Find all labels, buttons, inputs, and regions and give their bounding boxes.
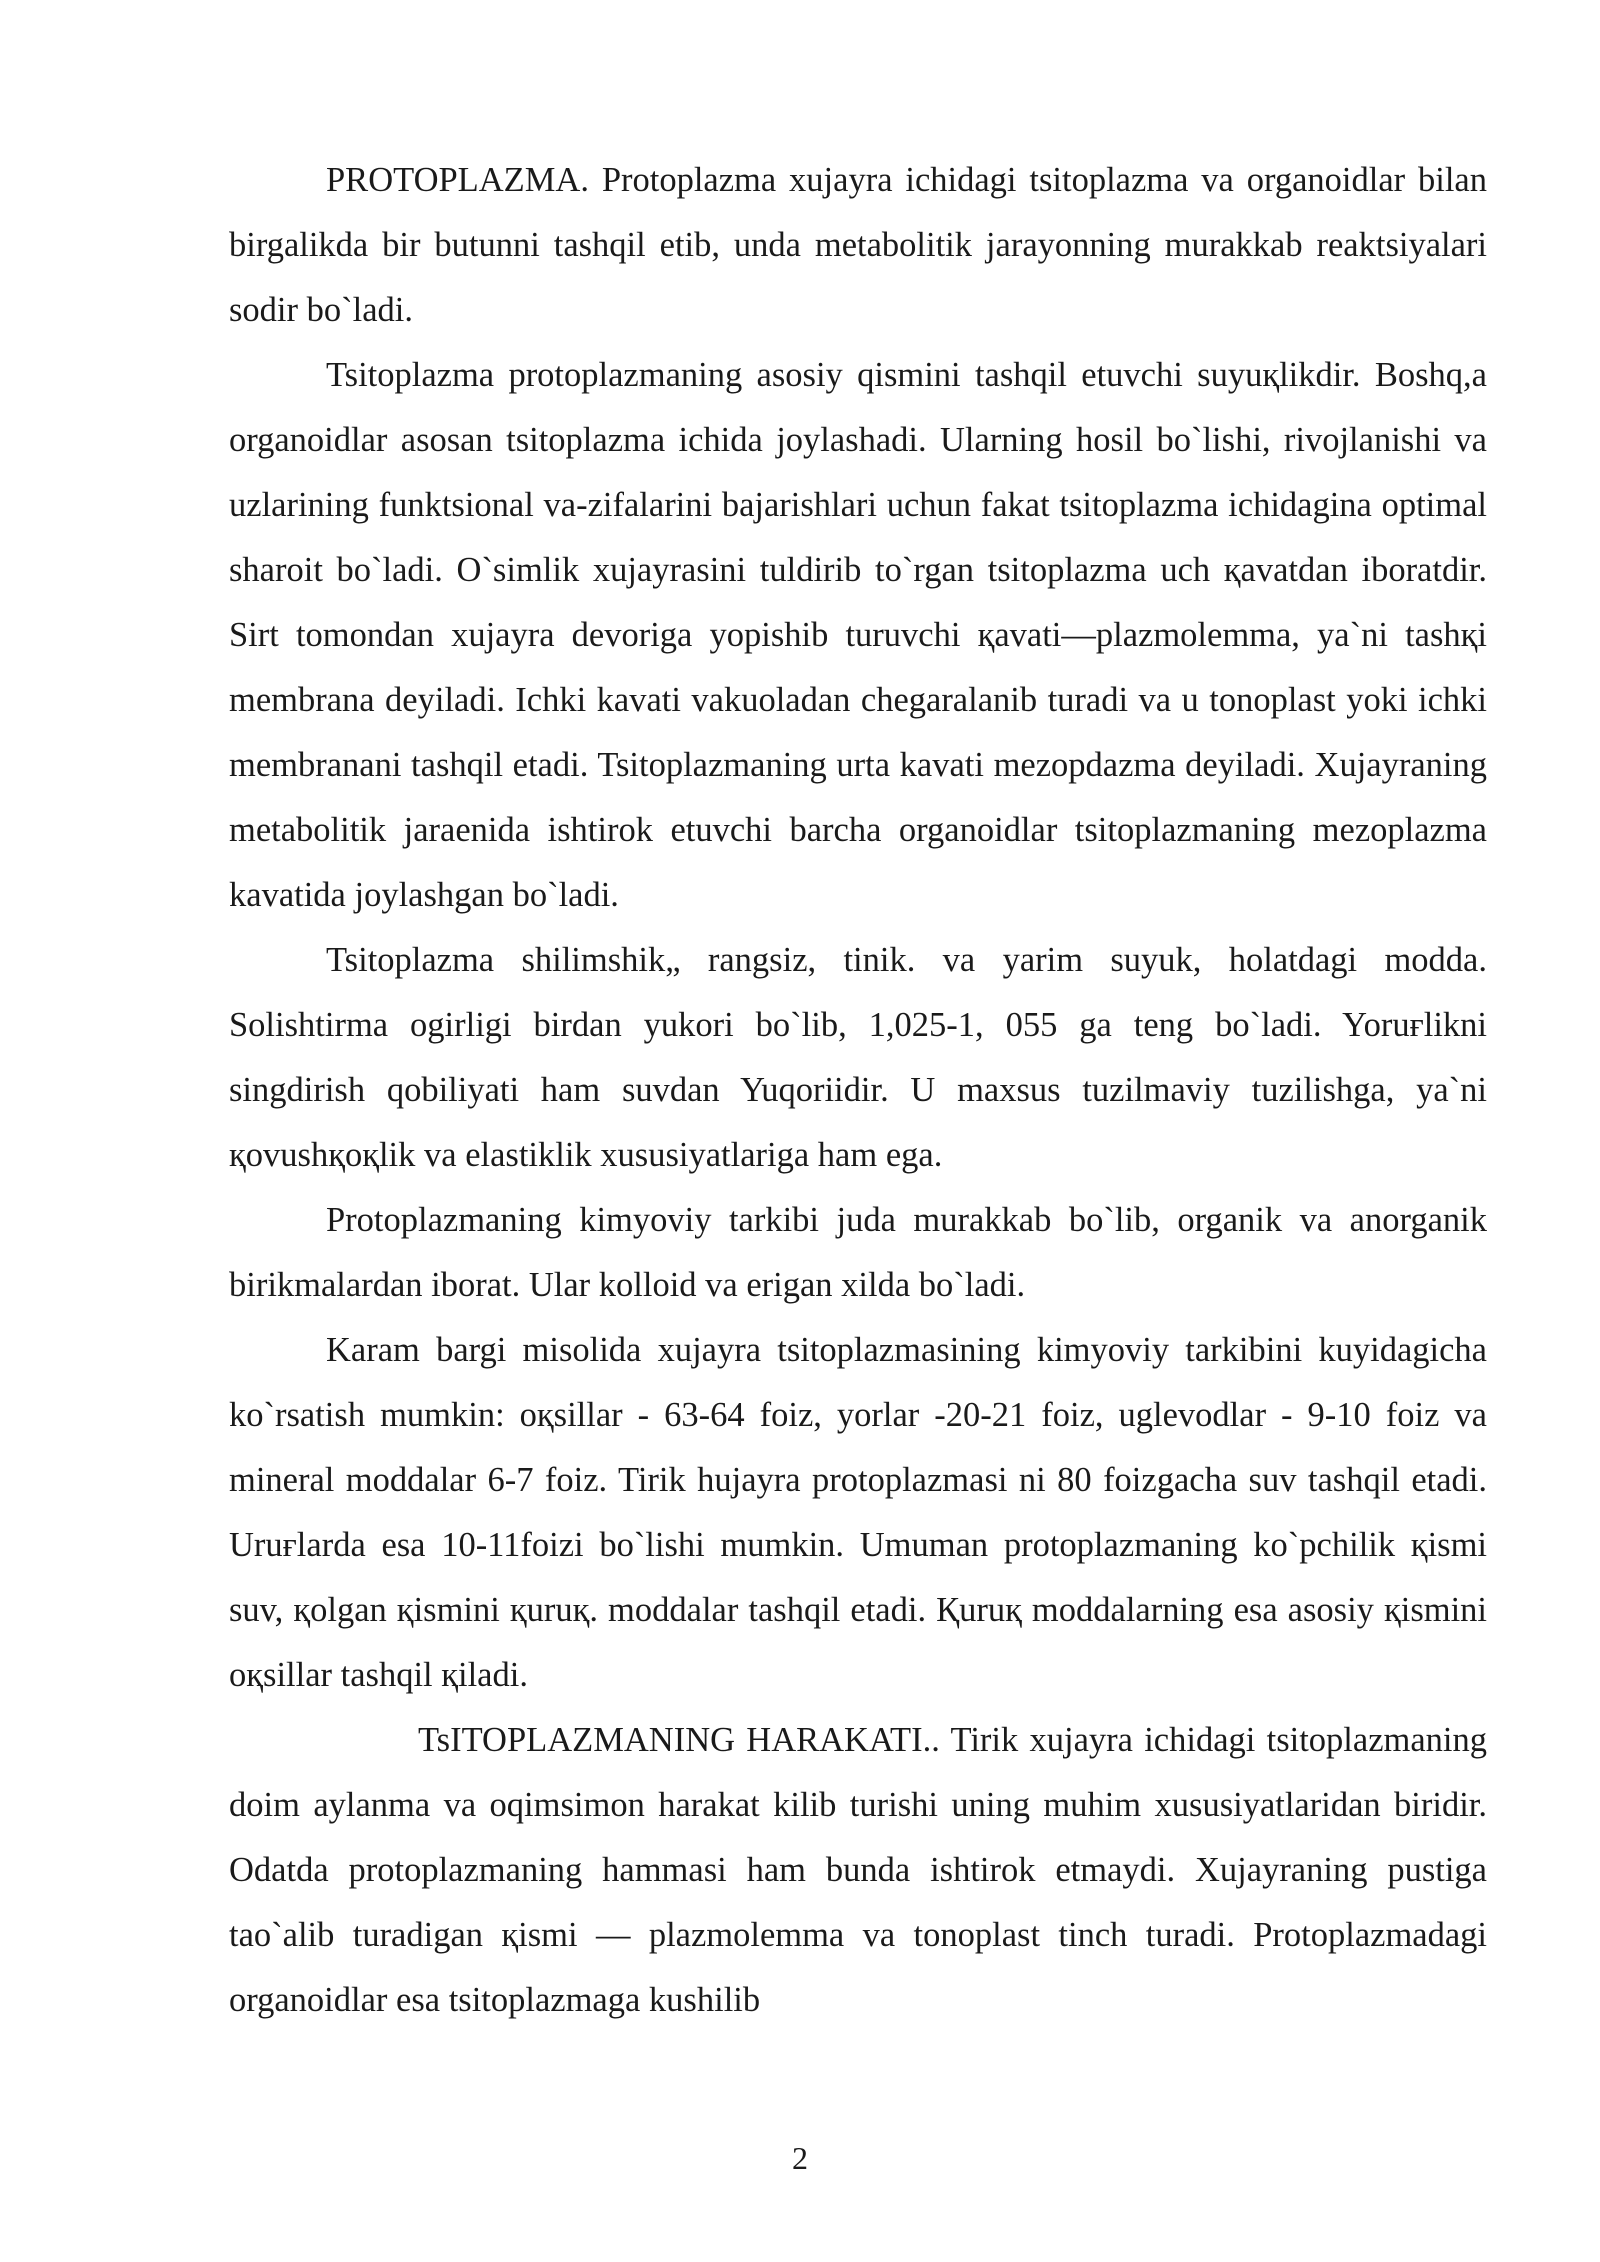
paragraph-protoplazma: PROTOPLAZMA. Protoplazma xujayra ichidagi tsitoplazma va organoidlar bilan birgalikda bir butunni tashqil etib, unda metabolitik jarayonning murakkab reaktsiyalari sodir bo`ladi. bbox=[229, 161, 1487, 329]
paragraph-tsitoplazma-properties: Tsitoplazma shilimshik„ rangsiz, tinik. va yarim suyuk, holatdagi modda. Solishtirma ogirligi birdan yukori bo`lib, 1,025-1, 055 ga teng bo`ladi. Yoruғlikni singdirish qobiliyati ham suvdan Yuqoriidir. U maxsus tuzilmaviy tuzilishga, ya`ni қovushқoқlik va elastiklik xususiyatlariga ham ega. bbox=[229, 941, 1487, 1174]
paragraph-cabbage-example: Karam bargi misolida xujayra tsitoplazmasining kimyoviy tarkibini kuyidagicha ko`rsatish mumkin: oқsillar - 63-64 foiz, yorlar -20-21 foiz, uglevodlar - 9-10 foiz va mineral moddalar 6-7 foiz. Tirik hujayra protoplazmasi ni 80 foizgacha suv tashqil etadi. Uruғlarda esa 10-11foizi bo`lishi mumkin. Umuman protoplazmaning ko`pchilik қismi suv, қolgan қismini қuruқ. moddalar tashqil etadi. Қuruқ moddalarning esa asosiy қismini oқsillar tashqil қiladi. bbox=[229, 1331, 1487, 1694]
document-body bbox=[229, 148, 1487, 2033]
paragraph-chemical-composition: Protoplazmaning kimyoviy tarkibi juda murakkab bo`lib, organik va anorganik birikmalardan iborat. Ular kolloid va erigan xilda bo`ladi. bbox=[229, 1201, 1487, 1304]
page-number: 2 bbox=[792, 2140, 808, 2176]
paragraph-tsitoplazma-movement: TsITOPLAZMANING HARAKATI.. Tirik xujayra ichidagi tsitoplazmaning doim aylanma va oqimsimon harakat kilib turishi uning muhim xususiyatlaridan biridir. Odatda protoplazmaning hammasi ham bunda ishtirok etmaydi. Xujayraning pustiga tao`alib turadigan қismi — plazmolemma va tonoplast tinch turadi. Protoplazmadagi organoidlar esa tsitoplazmaga kushilib bbox=[229, 1721, 1487, 2019]
paragraph-tsitoplazma-structure: Tsitoplazma protoplazmaning asosiy qismini tashqil etuvchi suyuқlikdir. Boshq,a organoidlar asosan tsitoplazma ichida joylashadi. Ularning hosil bo`lishi, rivojlanishi va uzlarining funktsional va-zifalarini bajarishlari uchun fakat tsitoplazma ichidagina optimal sharoit bo`ladi. O`simlik xujayrasini tuldirib to`rgan tsitoplazma uch қavatdan iboratdir. Sirt tomondan xujayra devoriga yopishib turuvchi қavati—plazmolemma, ya`ni tashқi membrana deyiladi. Ichki kavati vakuoladan chegaralanib turadi va u tonoplast yoki ichki membranani tashqil etadi. Tsitoplazmaning urta kavati mezopdazma deyiladi. Xujayraning metabolitik jaraenida ishtirok etuvchi barcha organoidlar tsitoplazmaning mezoplazma kavatida joylashgan bo`ladi. bbox=[229, 356, 1487, 914]
